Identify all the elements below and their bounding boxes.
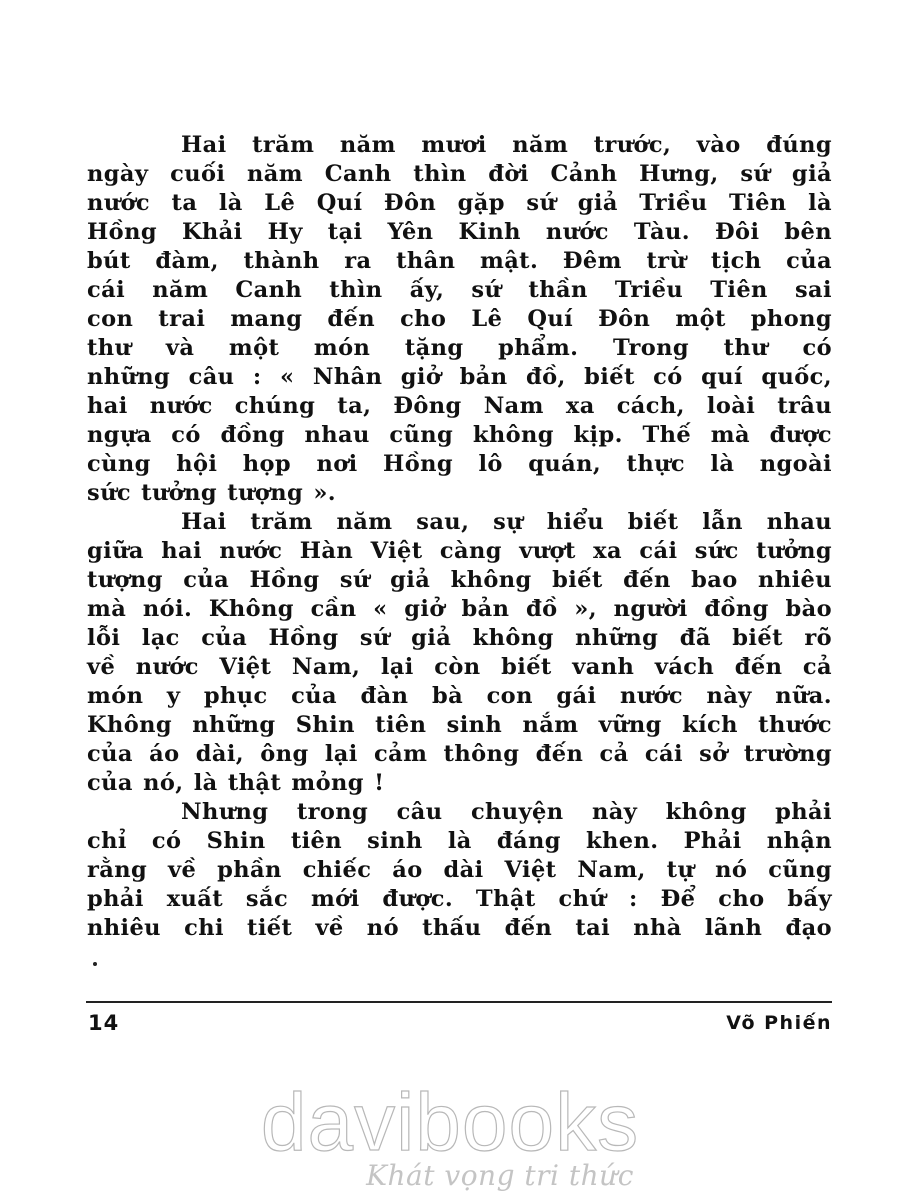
text-line: mà nói. Không cần « giở bản đồ », người đồng bào [87, 596, 832, 622]
text-line: sức tưởng tượng ». [87, 480, 337, 506]
body-text [87, 131, 832, 943]
text-line: chỉ có Shin tiên sinh là đáng khen. Phải nhận [87, 828, 832, 854]
text-line: Hai trăm năm sau, sự hiểu biết lẫn nhau [181, 509, 832, 535]
text-line: phải xuất sắc mới được. Thật chứ : Để cho bấy [87, 886, 832, 912]
ink-speck [93, 962, 97, 966]
text-line: ngày cuối năm Canh thìn đời Cảnh Hưng, sứ giả [87, 161, 832, 187]
text-line: cái năm Canh thìn ấy, sứ thần Triều Tiên sai [87, 277, 832, 303]
text-line: của áo dài, ông lại cảm thông đến cả cái sở trường [87, 741, 832, 767]
paragraph-2 [87, 508, 832, 798]
text-line: hai nước chúng ta, Đông Nam xa cách, loài trâu [87, 393, 832, 419]
footer-rule [86, 1001, 832, 1003]
text-line: Không những Shin tiên sinh nắm vững kích thước [87, 712, 832, 738]
paragraph-3 [87, 798, 832, 943]
text-line: thư và một món tặng phẩm. Trong thư có [87, 335, 832, 361]
text-line: Nhưng trong câu chuyện này không phải [181, 799, 832, 825]
text-line: ngựa có đồng nhau cũng không kịp. Thế mà được [87, 422, 832, 448]
text-line: Hồng Khải Hy tại Yên Kinh nước Tàu. Đôi bên [87, 219, 832, 245]
text-line: lỗi lạc của Hồng sứ giả không những đã biết rõ [87, 625, 832, 651]
author-name: Võ Phiến [726, 1012, 832, 1034]
text-line: rằng về phần chiếc áo dài Việt Nam, tự nó cũng [87, 857, 832, 883]
text-line: về nước Việt Nam, lại còn biết vanh vách đến cả [87, 654, 832, 680]
text-line: bút đàm, thành ra thân mật. Đêm trừ tịch của [87, 248, 832, 274]
text-line: món y phục của đàn bà con gái nước này nữa. [87, 683, 832, 709]
text-line: cùng hội họp nơi Hồng lô quán, thực là ngoài [87, 451, 832, 477]
watermark-logo: davibooks [260, 1077, 640, 1168]
text-line: con trai mang đến cho Lê Quí Đôn một phong [87, 306, 832, 332]
text-line: giữa hai nước Hàn Việt càng vượt xa cái sức tưởng [87, 538, 832, 564]
text-line: tượng của Hồng sứ giả không biết đến bao nhiêu [87, 567, 832, 593]
paragraph-1 [87, 131, 832, 508]
text-line: nhiêu chi tiết về nó thấu đến tai nhà lãnh đạo [87, 915, 832, 941]
text-line: Hai trăm năm mươi năm trước, vào đúng [181, 132, 832, 158]
text-line: của nó, là thật mỏng ! [87, 770, 385, 796]
watermark-slogan: Khát vọng tri thức [366, 1159, 634, 1192]
text-line: những câu : « Nhân giở bản đồ, biết có quí quốc, [87, 364, 832, 390]
text-line: nước ta là Lê Quí Đôn gặp sứ giả Triều Tiên là [87, 190, 832, 216]
page-number: 14 [88, 1011, 120, 1035]
